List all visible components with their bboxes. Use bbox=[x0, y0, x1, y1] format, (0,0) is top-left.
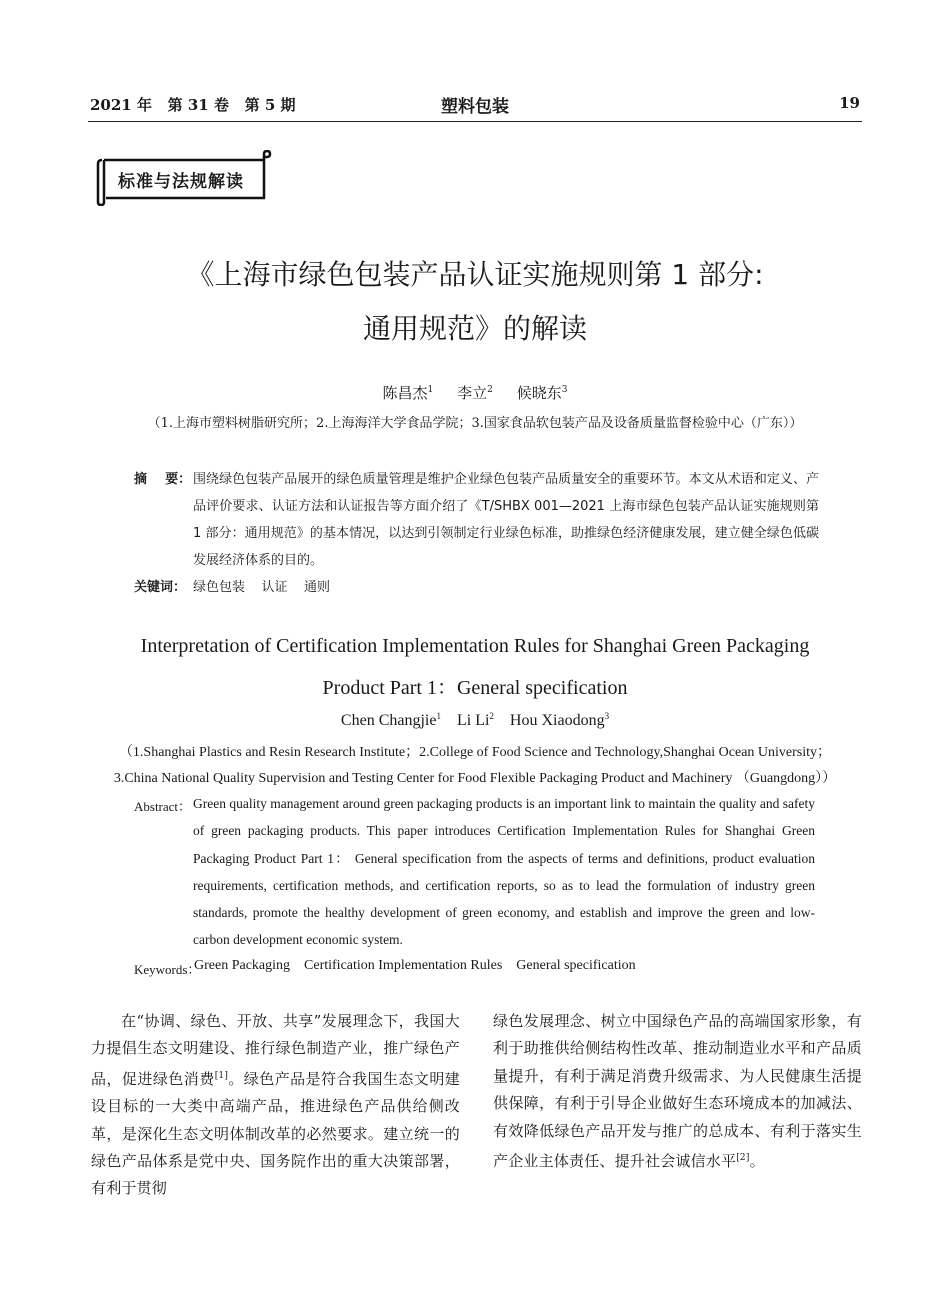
header-rule bbox=[88, 121, 862, 122]
english-affiliations-line-2: 3.China National Quality Supervision and Testing Center for Food Flexible Packaging Product and Machinery （Guangdong）） bbox=[113, 771, 837, 786]
body-column-left bbox=[91, 1008, 460, 1203]
section-tag bbox=[96, 150, 272, 206]
author-name: 李立 bbox=[457, 384, 488, 402]
author-name: Chen Changjie bbox=[340, 712, 437, 729]
body-text: 。绿色产品是符合我国生态文明建设目标的一大类中高端产品，推进绿色产品供给侧改革，是深化生态文明体制改革的必然要求。建立统一的绿色产品体系是党中央、国务院作出的重大决策部署，有利于贯彻 bbox=[91, 1069, 460, 1198]
issue-info: 2021 年 第 31 卷 第 5 期 bbox=[90, 96, 296, 114]
body-column-right bbox=[493, 1008, 862, 1175]
english-abstract: Green quality management around green packaging products is an important link to maintain the quality and safety of green packaging products. This paper introduces Certification Implementation Rules for Shanghai Green Packaging Product Part 1： General specification from the aspects of terms and definitions, product evaluation requirements, certification methods, and certification reports, so as to lead the formulation of industry green standards, promote the healthy development of green economy, and establish and improve the green and low-carbon development economic system. bbox=[193, 796, 815, 948]
author-affil-mark: 3 bbox=[561, 385, 568, 395]
english-abstract-label: Abstract： bbox=[134, 799, 192, 814]
journal-name: 塑料包装 bbox=[441, 97, 509, 117]
author-affil-mark: 1 bbox=[436, 711, 441, 721]
citation-ref: [2] bbox=[736, 1153, 750, 1164]
citation-ref: [1] bbox=[214, 1070, 229, 1081]
author-name: Hou Xiaodong bbox=[509, 712, 605, 729]
chinese-authors bbox=[0, 382, 950, 403]
chinese-keywords-label: 关键词： bbox=[134, 580, 187, 595]
body-text: 在“协调、绿色、开放、共享”发展理念下，我国大力提倡生态文明建设、推行绿色制造产业，推广绿色产品，促进绿色消费 bbox=[91, 1012, 460, 1088]
author-name: Li Li bbox=[456, 712, 490, 729]
english-title bbox=[0, 625, 950, 709]
english-affiliations-line-1: （1.Shanghai Plastics and Resin Research Institute；2.College of Food Science and Technology,Shanghai Ocean University； bbox=[118, 745, 832, 760]
english-authors bbox=[0, 711, 950, 730]
chinese-title-line-1: 《上海市绿色包装产品认证实施规则第 1 部分: bbox=[186, 258, 764, 291]
chinese-title bbox=[0, 248, 950, 356]
page-number: 19 bbox=[839, 94, 860, 112]
author-affil-mark: 2 bbox=[487, 385, 493, 395]
english-keywords-label: Keywords： bbox=[134, 962, 201, 977]
section-tag-label: 标准与法规解读 bbox=[118, 172, 244, 192]
author-name: 陈昌杰 bbox=[382, 384, 428, 402]
chinese-affiliations: （1.上海市塑料树脂研究所；2.上海海洋大学食品学院；3.国家食品软包装产品及设备质量监督检验中心（广东）） bbox=[147, 416, 803, 431]
chinese-keywords: 绿色包装 认证 通则 bbox=[193, 580, 331, 595]
chinese-abstract: 围绕绿色包装产品展开的绿色质量管理是维护企业绿色包装产品质量安全的重要环节。本文从术语和定义、产品评价要求、认证方法和认证报告等方面介绍了《T/SHBX 001—2021 上海市绿色包装产品认证实施规则第 1 部分：通用规范》的基本情况，以达到引领制定行业绿色标准，助推绿色经济健康发展，建立健全绿色低碳发展经济体系的目的。 bbox=[193, 472, 819, 568]
chinese-abstract-label: 摘 要： bbox=[134, 472, 192, 487]
chinese-title-line-2: 通用规范》的解读 bbox=[362, 312, 587, 345]
author-affil-mark: 1 bbox=[427, 385, 434, 395]
author-name: 候晓东 bbox=[516, 384, 562, 402]
english-title-line-2: Product Part 1：General specification bbox=[322, 677, 628, 699]
body-text: 。 bbox=[749, 1152, 765, 1171]
english-title-line-1: Interpretation of Certification Implementation Rules for Shanghai Green Packaging bbox=[140, 635, 810, 657]
english-keywords: Green Packaging Certification Implementation Rules General specification bbox=[194, 958, 636, 973]
author-affil-mark: 2 bbox=[489, 711, 494, 721]
author-affil-mark: 3 bbox=[604, 711, 610, 721]
body-text: 绿色发展理念、树立中国绿色产品的高端国家形象，有利于助推供给侧结构性改革、推动制造业水平和产品质量提升，有利于满足消费升级需求、为人民健康生活提供保障，有利于引导企业做好生态环境成本的加减法、有效降低绿色产品开发与推广的总成本、有利于落实生产企业主体责任、提升社会诚信水平 bbox=[493, 1012, 862, 1171]
